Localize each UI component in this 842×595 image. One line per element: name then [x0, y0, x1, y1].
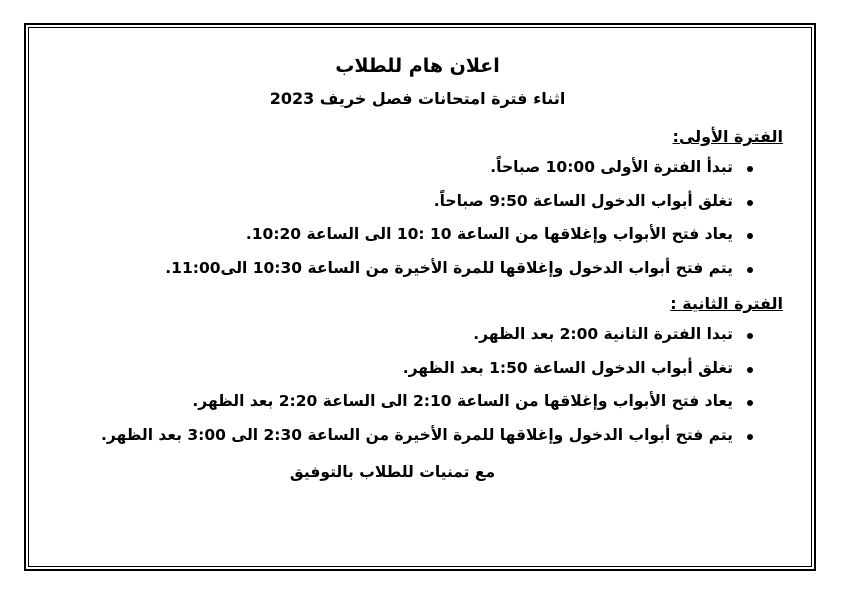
announcement-document	[50, 52, 785, 481]
bullet-list	[50, 158, 785, 292]
section-heading: الفترة الأولى:	[672, 127, 783, 146]
list-item-text: تغلق أبواب الدخول الساعة 9:50 صباحاً.	[433, 191, 733, 210]
list-item-text: يتم فتح أبواب الدخول وإغلاقها للمرة الأخيرة من الساعة 2:30 الى 3:00 بعد الظهر.	[101, 425, 733, 444]
list-item-text: تبدأ الفترة الأولى 10:00 صباحاً.	[490, 158, 733, 176]
list-item-text: يعاد فتح الأبواب وإغلاقها من الساعة 2:10 الى الساعة 2:20 بعد الظهر.	[192, 392, 733, 410]
announcement-subtitle: اثناء فترة امتحانات فصل خريف 2023	[269, 89, 566, 108]
bullet-icon	[747, 333, 753, 339]
closing-note: مع تمنيات للطلاب بالتوفيق	[289, 463, 496, 481]
list-item	[50, 392, 785, 426]
bullet-list	[50, 325, 785, 459]
list-item	[50, 325, 785, 359]
list-item	[50, 225, 785, 259]
bullet-icon	[747, 434, 753, 440]
section-second-period	[50, 294, 785, 459]
list-item-text: تبدا الفترة الثانية 2:00 بعد الظهر.	[473, 325, 733, 343]
section-first-period	[50, 127, 785, 292]
bullet-icon	[747, 267, 753, 273]
bullet-icon	[747, 166, 753, 172]
announcement-title: اعلان هام للطلاب	[335, 55, 500, 77]
list-item	[50, 192, 785, 226]
list-item-text: يعاد فتح الأبواب وإغلاقها من الساعة 10 :10 الى الساعة 10:20.	[245, 225, 733, 243]
list-item-text: يتم فتح أبواب الدخول وإغلاقها للمرة الأخيرة من الساعة 10:30 الى11:00.	[165, 258, 733, 277]
bullet-icon	[747, 367, 753, 373]
list-item	[50, 259, 785, 293]
bullet-icon	[747, 200, 753, 206]
bullet-icon	[747, 400, 753, 406]
section-heading: الفترة الثانية :	[670, 294, 783, 313]
list-item	[50, 426, 785, 460]
list-item	[50, 359, 785, 393]
list-item-text: تغلق أبواب الدخول الساعة 1:50 بعد الظهر.	[402, 358, 733, 377]
list-item	[50, 158, 785, 192]
bullet-icon	[747, 233, 753, 239]
